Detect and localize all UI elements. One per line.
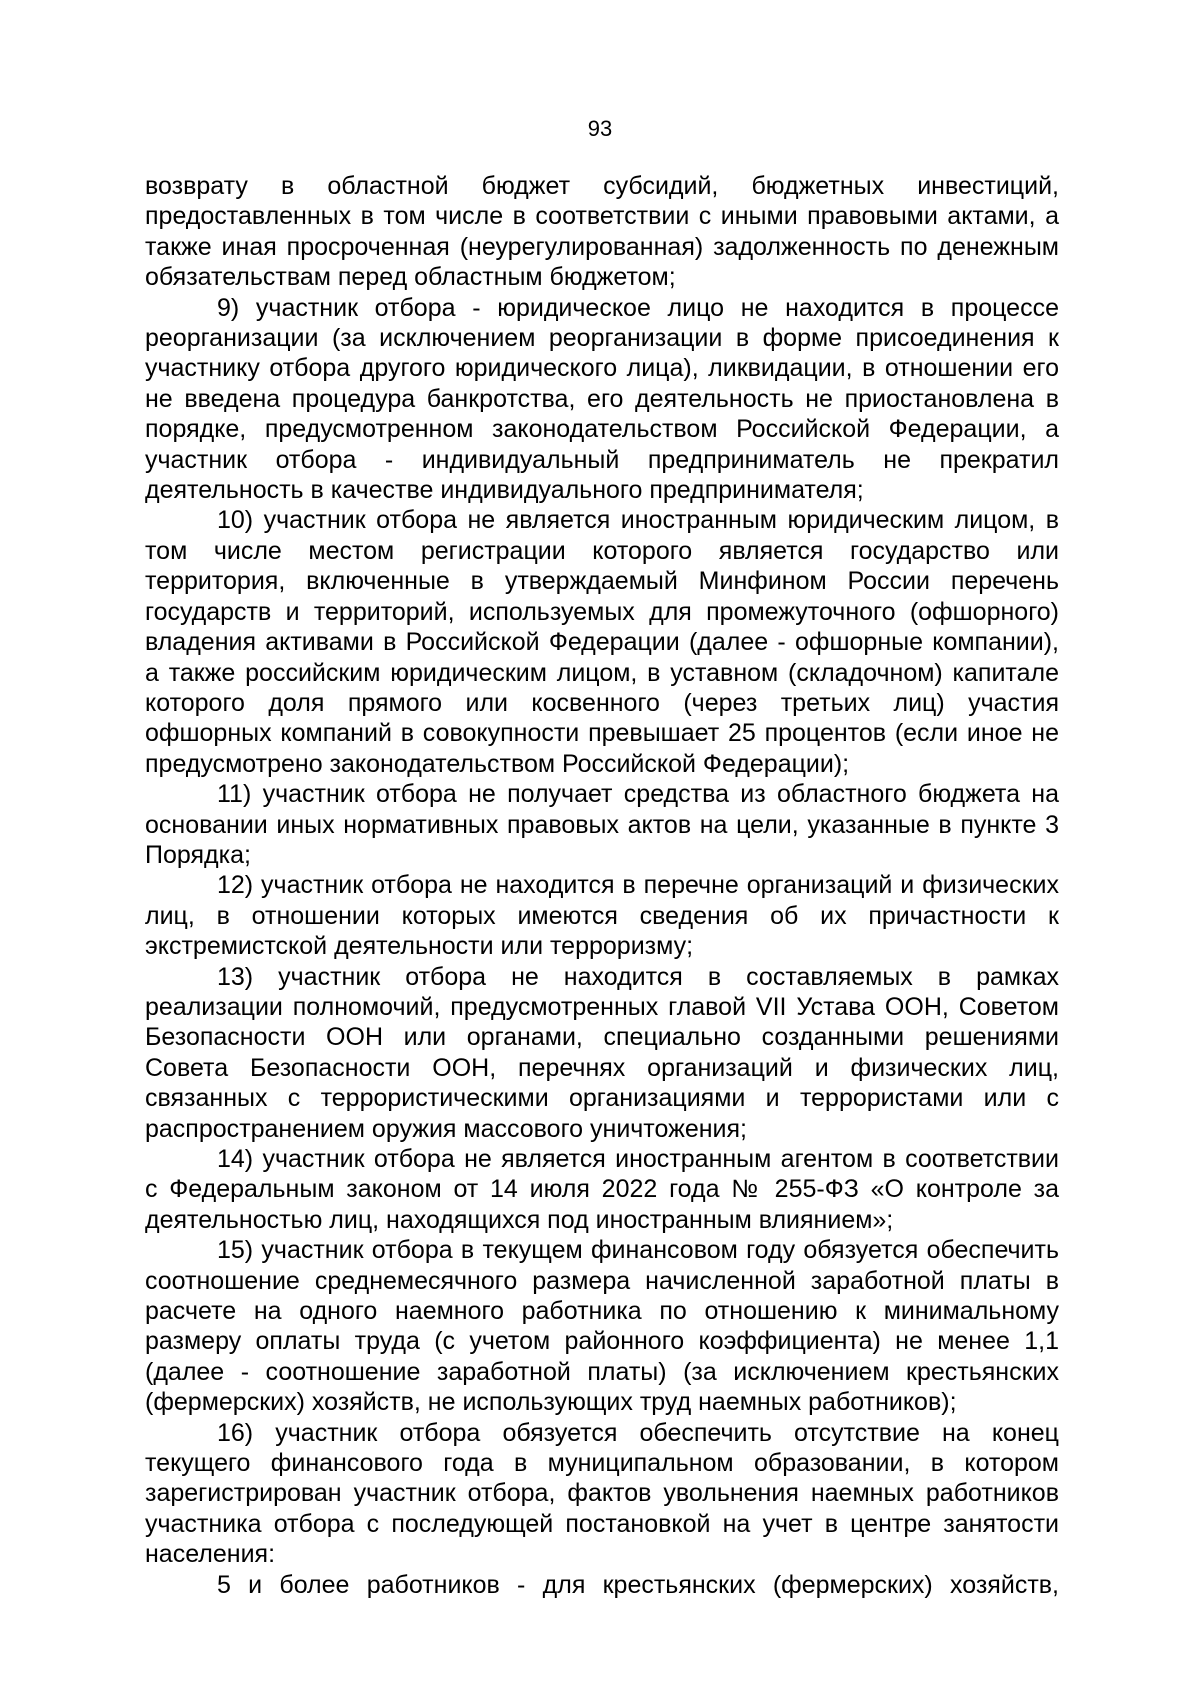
paragraph-item-16: 16) участник отбора обязуется обеспечить отсутствие на конец текущего финансового года в муниципальном образовании, в котором зарегистрирован участник отбора, фактов увольнения наемных работников участника отбора с последующей постановкой на учет в центре занятости населения: bbox=[145, 1418, 1059, 1569]
paragraph-item-11: 11) участник отбора не получает средства из областного бюджета на основании иных нормативных правовых актов на цели, указанные в пункте 3 Порядка; bbox=[145, 780, 1059, 869]
paragraph-subitem: 5 и более работников - для крестьянских (фермерских) хозяйств, bbox=[217, 1570, 1059, 1599]
paragraph-item-15: 15) участник отбора в текущем финансовом году обязуется обеспечить соотношение среднемесячного размера начисленной заработной платы в расчете на одного наемного работника по отношению к минимальному размеру оплаты труда (с учетом районного коэффициента) не менее 1,1 (далее - соотношение заработной платы) (за исключением крестьянских (фермерских) хозяйств, не использующих труд наемных работников); bbox=[145, 1236, 1059, 1417]
paragraph-item-10: 10) участник отбора не является иностранным юридическим лицом, в том числе местом регистрации которого является государство или территория, включенные в утверждаемый Минфином России перечень государств и территорий, используемых для промежуточного (офшорного) владения активами в Российской Федерации (далее - офшорные компании), а также российским юридическим лицом, в уставном (складочном) капитале которого доля прямого или косвенного (через третьих лиц) участия офшорных компаний в совокупности превышает 25 процентов (если иное не предусмотрено законодательством Российской Федерации); bbox=[145, 506, 1059, 778]
document-body bbox=[145, 171, 1059, 1600]
paragraph-item-9: 9) участник отбора - юридическое лицо не находится в процессе реорганизации (за исключением реорганизации в форме присоединения к участнику отбора другого юридического лица), ликвидации, в отношении его не введена процедура банкротства, его деятельность не приостановлена в порядке, предусмотренном законодательством Российской Федерации, а участник отбора - индивидуальный предприниматель не прекратил деятельность в качестве индивидуального предпринимателя; bbox=[145, 293, 1059, 505]
page-number: 93 bbox=[587, 116, 613, 141]
paragraph-continuation: возврату в областной бюджет субсидий, бюджетных инвестиций, предоставленных в том числе в соответствии с иными правовыми актами, а также иная просроченная (неурегулированная) задолженность по денежным обязательствам перед областным бюджетом; bbox=[145, 172, 1059, 292]
paragraph-item-13: 13) участник отбора не находится в составляемых в рамках реализации полномочий, предусмотренных главой VII Устава ООН, Советом Безопасности ООН или органами, специально созданными решениями Совета Безопасности ООН, перечнях организаций и физических лиц, связанных с террористическими организациями и террористами или с распространением оружия массового уничтожения; bbox=[145, 962, 1059, 1143]
paragraph-item-14: 14) участник отбора не является иностранным агентом в соответствии с Федеральным законом от 14 июля 2022 года № 255-ФЗ «О контроле за деятельностью лиц, находящихся под иностранным влиянием»; bbox=[145, 1145, 1059, 1234]
paragraph-item-12: 12) участник отбора не находится в перечне организаций и физических лиц, в отношении которых имеются сведения об их причастности к экстремистской деятельности или терроризму; bbox=[145, 871, 1059, 961]
